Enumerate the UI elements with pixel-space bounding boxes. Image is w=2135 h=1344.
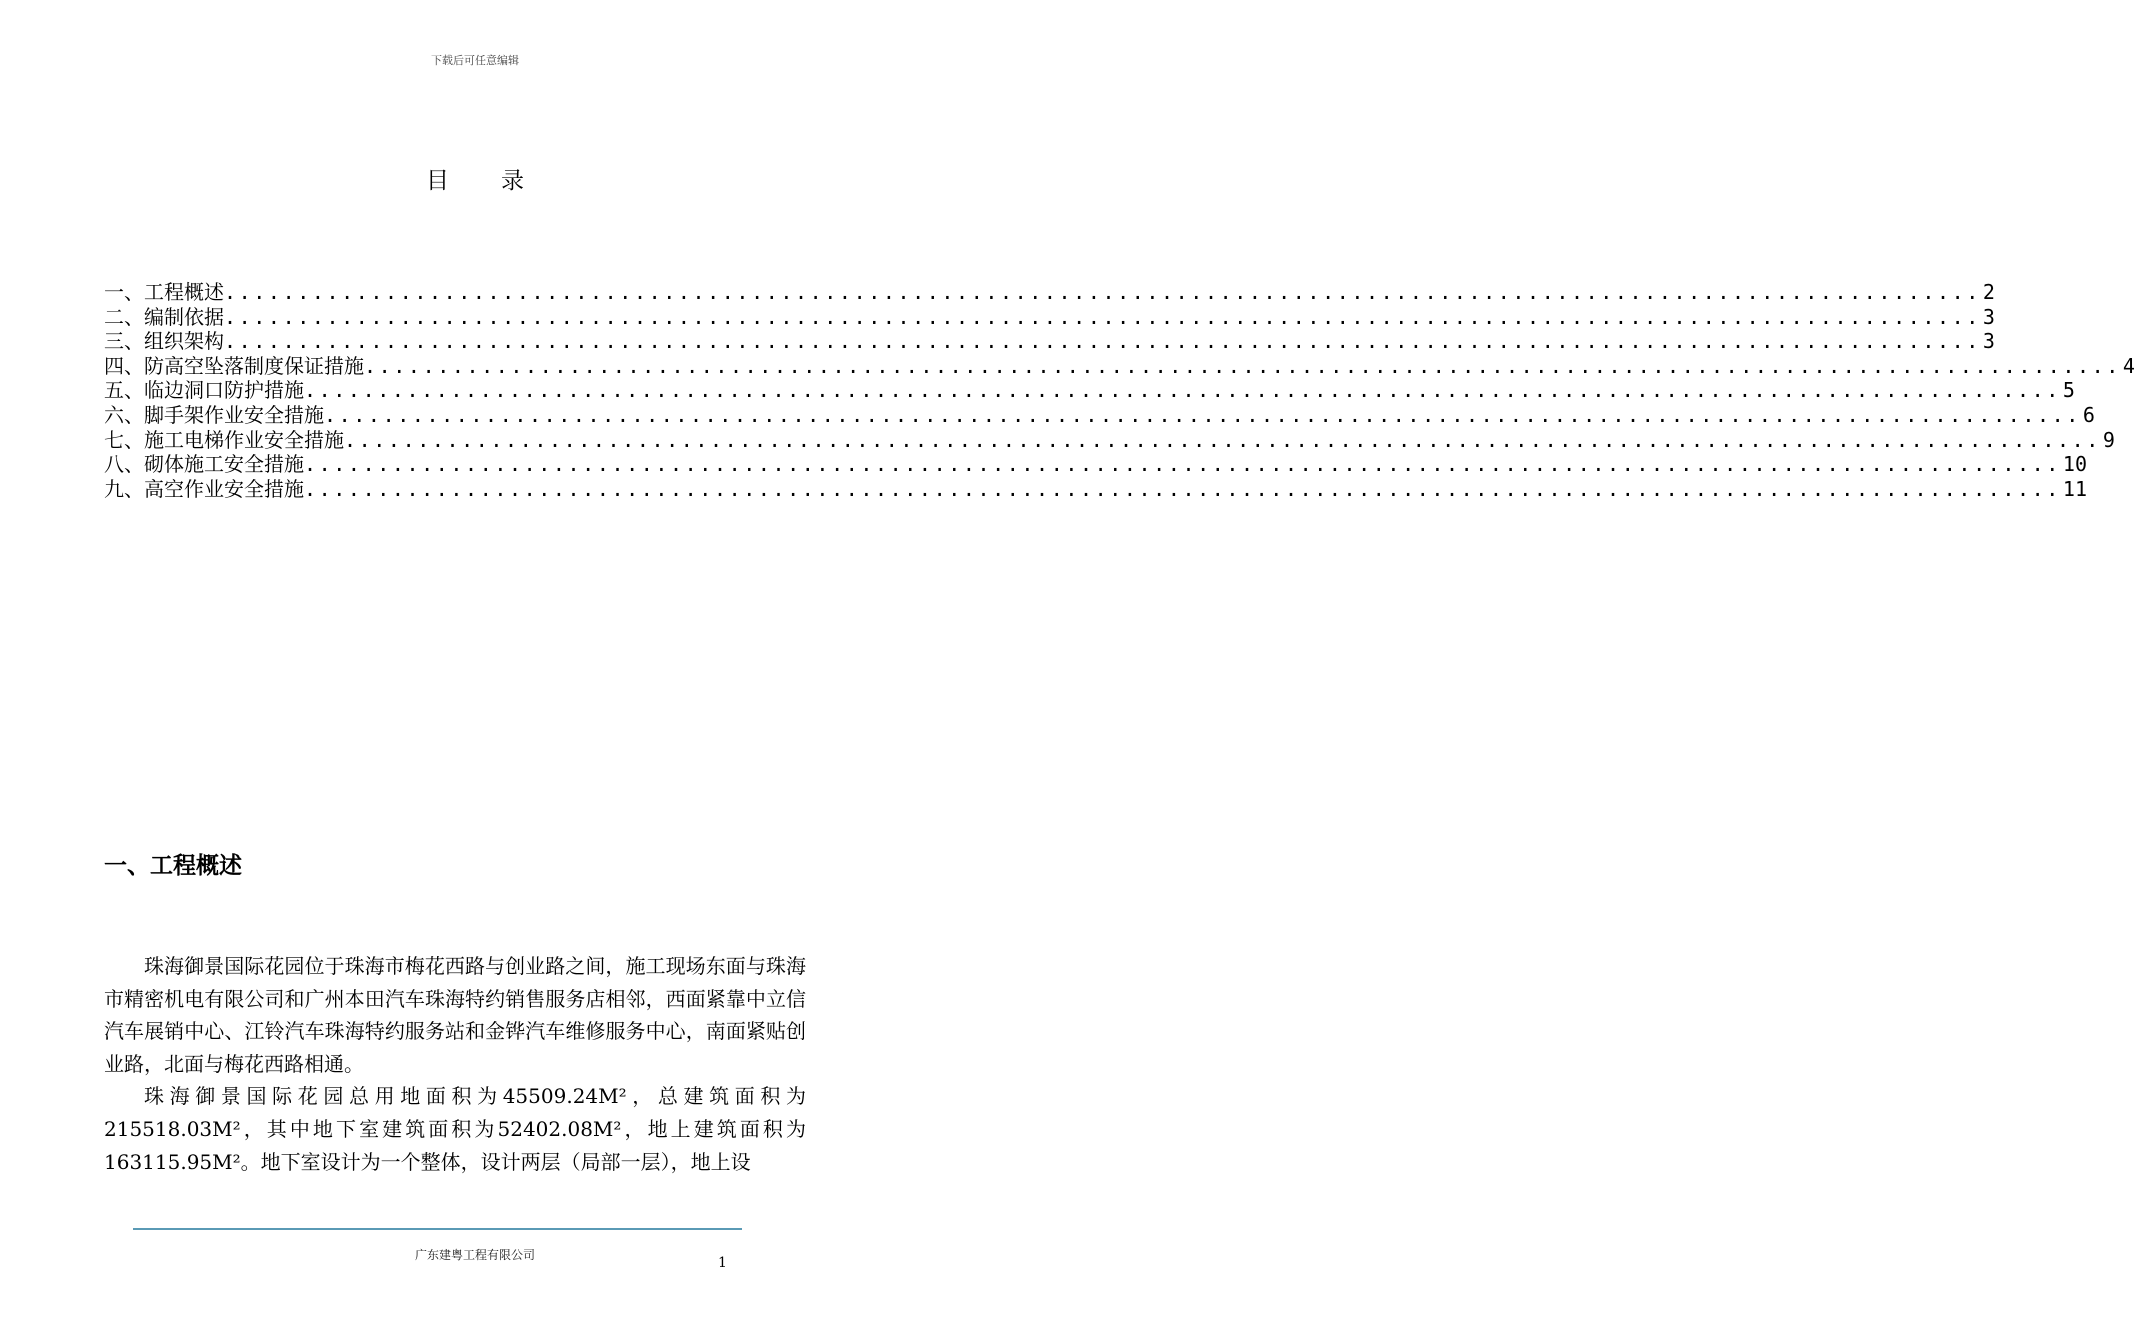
toc-entry[interactable] <box>104 452 2088 477</box>
toc-entry-page: 9 <box>2102 427 2115 452</box>
toc-entry[interactable] <box>104 304 1995 330</box>
toc-entry[interactable] <box>104 353 2135 379</box>
footer-divider <box>133 1228 742 1230</box>
toc-leader-dots: ........................................................................................................................ <box>344 427 2101 452</box>
toc-leader-dots: ........................................................................................................................ <box>324 402 2081 427</box>
toc-entry-label: 一、工程概述 <box>104 280 224 304</box>
header-note: 下载后可任意编辑 <box>431 54 519 67</box>
toc-entry-label: 三、组织架构 <box>104 329 224 354</box>
toc-entry-page: 10 <box>2062 452 2088 477</box>
toc-leader-dots: ........................................................................................................................ <box>224 329 1981 354</box>
toc-entry-label: 九、高空作业安全措施 <box>104 476 304 501</box>
toc-entry-page: 5 <box>2062 378 2075 403</box>
toc-leader-dots: ........................................................................................................................ <box>304 378 2061 403</box>
toc-entry-page: 3 <box>1982 329 1995 354</box>
toc-entry-label: 二、编制依据 <box>104 304 224 329</box>
toc-entry-page: 4 <box>2122 353 2135 378</box>
toc-entry-label: 七、施工电梯作业安全措施 <box>104 427 344 452</box>
toc-entry[interactable] <box>104 427 2115 453</box>
toc-entry-page: 3 <box>1982 304 1995 329</box>
toc-entry[interactable] <box>104 402 2095 428</box>
section-heading: 一、工程概述 <box>104 853 242 879</box>
toc-leader-dots: ........................................................................................................................ <box>304 452 2061 477</box>
toc-entry[interactable] <box>104 280 1995 305</box>
toc-entry[interactable] <box>104 329 1995 354</box>
toc-leader-dots: ........................................................................................................................ <box>224 304 1981 329</box>
toc-entry-page: 11 <box>2062 476 2088 501</box>
toc-entry-label: 八、砌体施工安全措施 <box>104 452 304 477</box>
toc-entry[interactable] <box>104 378 2075 403</box>
body-paragraph: 珠海御景国际花园位于珠海市梅花西路与创业路之间，施工现场东面与珠海市精密机电有限公司和广州本田汽车珠海特约销售服务店相邻，西面紧靠中立信汽车展销中心、江铃汽车珠海特约服务站和金铧汽车维修服务中心，南面紧贴创业路，北面与梅花西路相通。 <box>104 954 806 1076</box>
toc-entry[interactable] <box>104 476 2088 502</box>
toc-leader-dots: ........................................................................................................................ <box>304 476 2061 501</box>
toc-entry-page: 6 <box>2082 402 2095 427</box>
table-of-contents <box>104 280 2135 501</box>
toc-title: 目录 <box>426 168 576 194</box>
toc-entry-label: 四、防高空坠落制度保证措施 <box>104 353 364 378</box>
toc-entry-page: 2 <box>1982 280 1995 304</box>
toc-entry-label: 六、脚手架作业安全措施 <box>104 402 324 427</box>
body-paragraph: 珠海御景国际花园总用地面积为45509.24M²，总建筑面积为215518.03M²，其中地下室建筑面积为52402.08M²，地上建筑面积为163115.95M²。地下室设计为一个整体，设计两层（局部一层），地上设 <box>104 1084 806 1174</box>
footer-company: 广东建粤工程有限公司 <box>414 1248 535 1262</box>
toc-leader-dots: ........................................................................................................................ <box>364 353 2121 378</box>
page-number: 1 <box>718 1255 727 1271</box>
body-text <box>104 950 806 1178</box>
toc-leader-dots: ........................................................................................................................ <box>224 280 1981 304</box>
toc-entry-label: 五、临边洞口防护措施 <box>104 378 304 403</box>
